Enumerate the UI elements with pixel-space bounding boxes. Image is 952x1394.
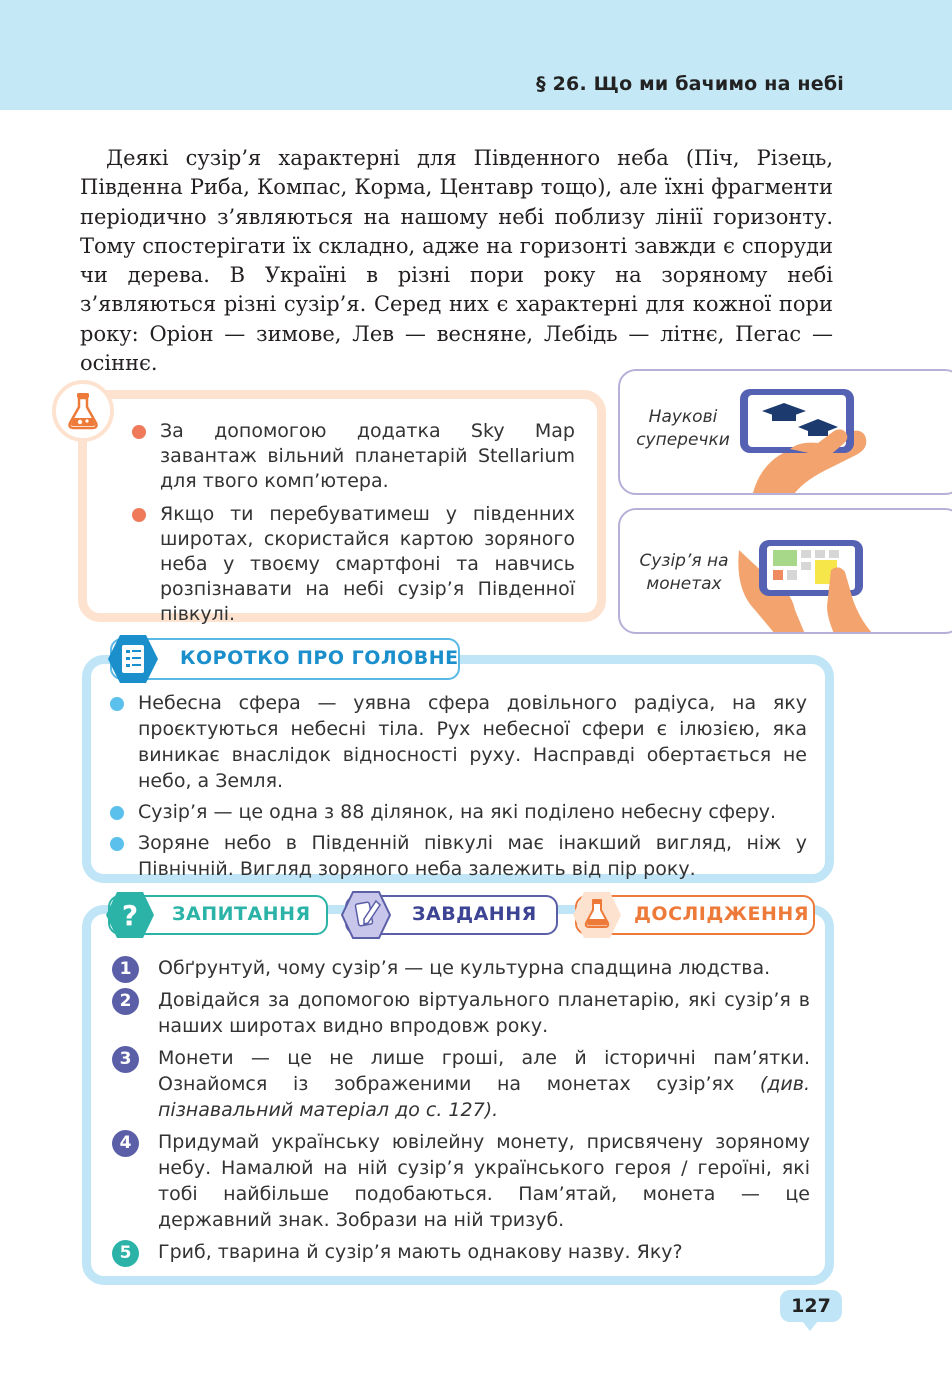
question-text: Монети — це не лише гроші, але й історичні пам’ятки. Ознайомся із зображеними на монетах сузір’ях [158, 1047, 810, 1095]
question-item [112, 987, 810, 1039]
question-number: 4 [112, 1130, 139, 1157]
flask-icon [571, 889, 623, 941]
question-item [112, 1129, 810, 1233]
summary-item: Сузір’я — це одна з 88 ділянок, на які поділено небесну сферу. [110, 799, 807, 825]
questions-list [112, 955, 810, 1271]
question-text: Обґрунтуй, чому сузір’я — це культурна спадщина людства. [158, 957, 771, 979]
page-number: 127 [780, 1290, 842, 1322]
question-item [112, 1045, 810, 1123]
summary-item: Зоряне небо в Південній півкулі має інакший вигляд, ніж у Північній. Вигляд зоряного неба залежить від пір року. [110, 830, 807, 882]
tab-research-label: ДОСЛІДЖЕННЯ [634, 903, 809, 925]
phone-graduation-caps-icon [732, 371, 952, 495]
page-number-tail [802, 1321, 818, 1331]
phone-gallery-icon [735, 510, 952, 634]
tab-tasks-label: ЗАВДАННЯ [412, 903, 537, 925]
checklist-icon [106, 632, 160, 686]
question-item [112, 955, 810, 981]
question-text: Придумай українську ювілейну монету, присвячену зоряному небу. Намалюй на ній сузір’я українського героя / героїні, які тобі найбільше подобаються. Пам’ятай, монета — це державний знак. Зобрази на ній тризуб. [158, 1131, 810, 1231]
summary-list [110, 690, 807, 887]
question-text: Довідайся за допомогою віртуального планетарію, які сузір’я в наших широтах видно впродовж року. [158, 989, 810, 1037]
question-reference: (див. пізнавальний матеріал до с. 127). [158, 1073, 810, 1121]
question-text: Гриб, тварина й сузір’я мають однакову назву. Яку? [158, 1241, 683, 1263]
coin-constellations-card[interactable] [618, 508, 952, 634]
intro-paragraph: Деякі сузір’я характерні для Південного неба (Піч, Різець, Південна Риба, Компас, Корма, Центавр тощо), але їхні фрагменти періодично з’являються на нашому небі поблизу лінії горизонту. Тому спостерігати їх складно, адже на горизонті завжди є споруди чи дерева. В Україні в різні пори року на зоряному небі з’являються різні сузір’я. Серед них є характерні для кожної пори року: Оріон — зимове, Лев — весняне, Лебідь — літнє, Пегас — осіннє. [80, 146, 833, 376]
question-number: 2 [112, 988, 139, 1015]
flask-icon [52, 380, 114, 442]
question-number: 5 [112, 1240, 139, 1267]
summary-item: Небесна сфера — уявна сфера довільного радіуса, на яку проєктуються небесні тіла. Рух небесної сфери є ілюзією, яка виникає внаслідок відносності руху. Насправді обертається не небо, а Земля. [110, 690, 807, 794]
pencil-icon [340, 889, 392, 941]
svg-text:?: ? [121, 899, 139, 932]
research-list [130, 419, 575, 635]
tab-questions-label: ЗАПИТАННЯ [172, 903, 311, 925]
question-icon [104, 889, 156, 941]
research-item: Якщо ти перебуватимеш у південних широтах, скористайся картою зоряного неба у твоєму смартфоні та навчись розпізнавати на небі сузір’я Південної півкулі. [130, 502, 575, 627]
science-disputes-card[interactable] [618, 369, 952, 495]
question-number: 1 [112, 956, 139, 983]
research-item: За допомогою додатка Sky Map завантаж вільний планетарій Stellarium для твого комп’ютера. [130, 419, 575, 494]
summary-title: КОРОТКО ПРО ГОЛОВНЕ [180, 647, 459, 669]
question-item [112, 1239, 810, 1265]
card-label: Наукові суперечки [636, 407, 730, 450]
card-label: Сузір’я на монетах [639, 551, 729, 594]
section-title: § 26. Що ми бачимо на небі [536, 73, 844, 95]
question-number: 3 [112, 1046, 139, 1073]
